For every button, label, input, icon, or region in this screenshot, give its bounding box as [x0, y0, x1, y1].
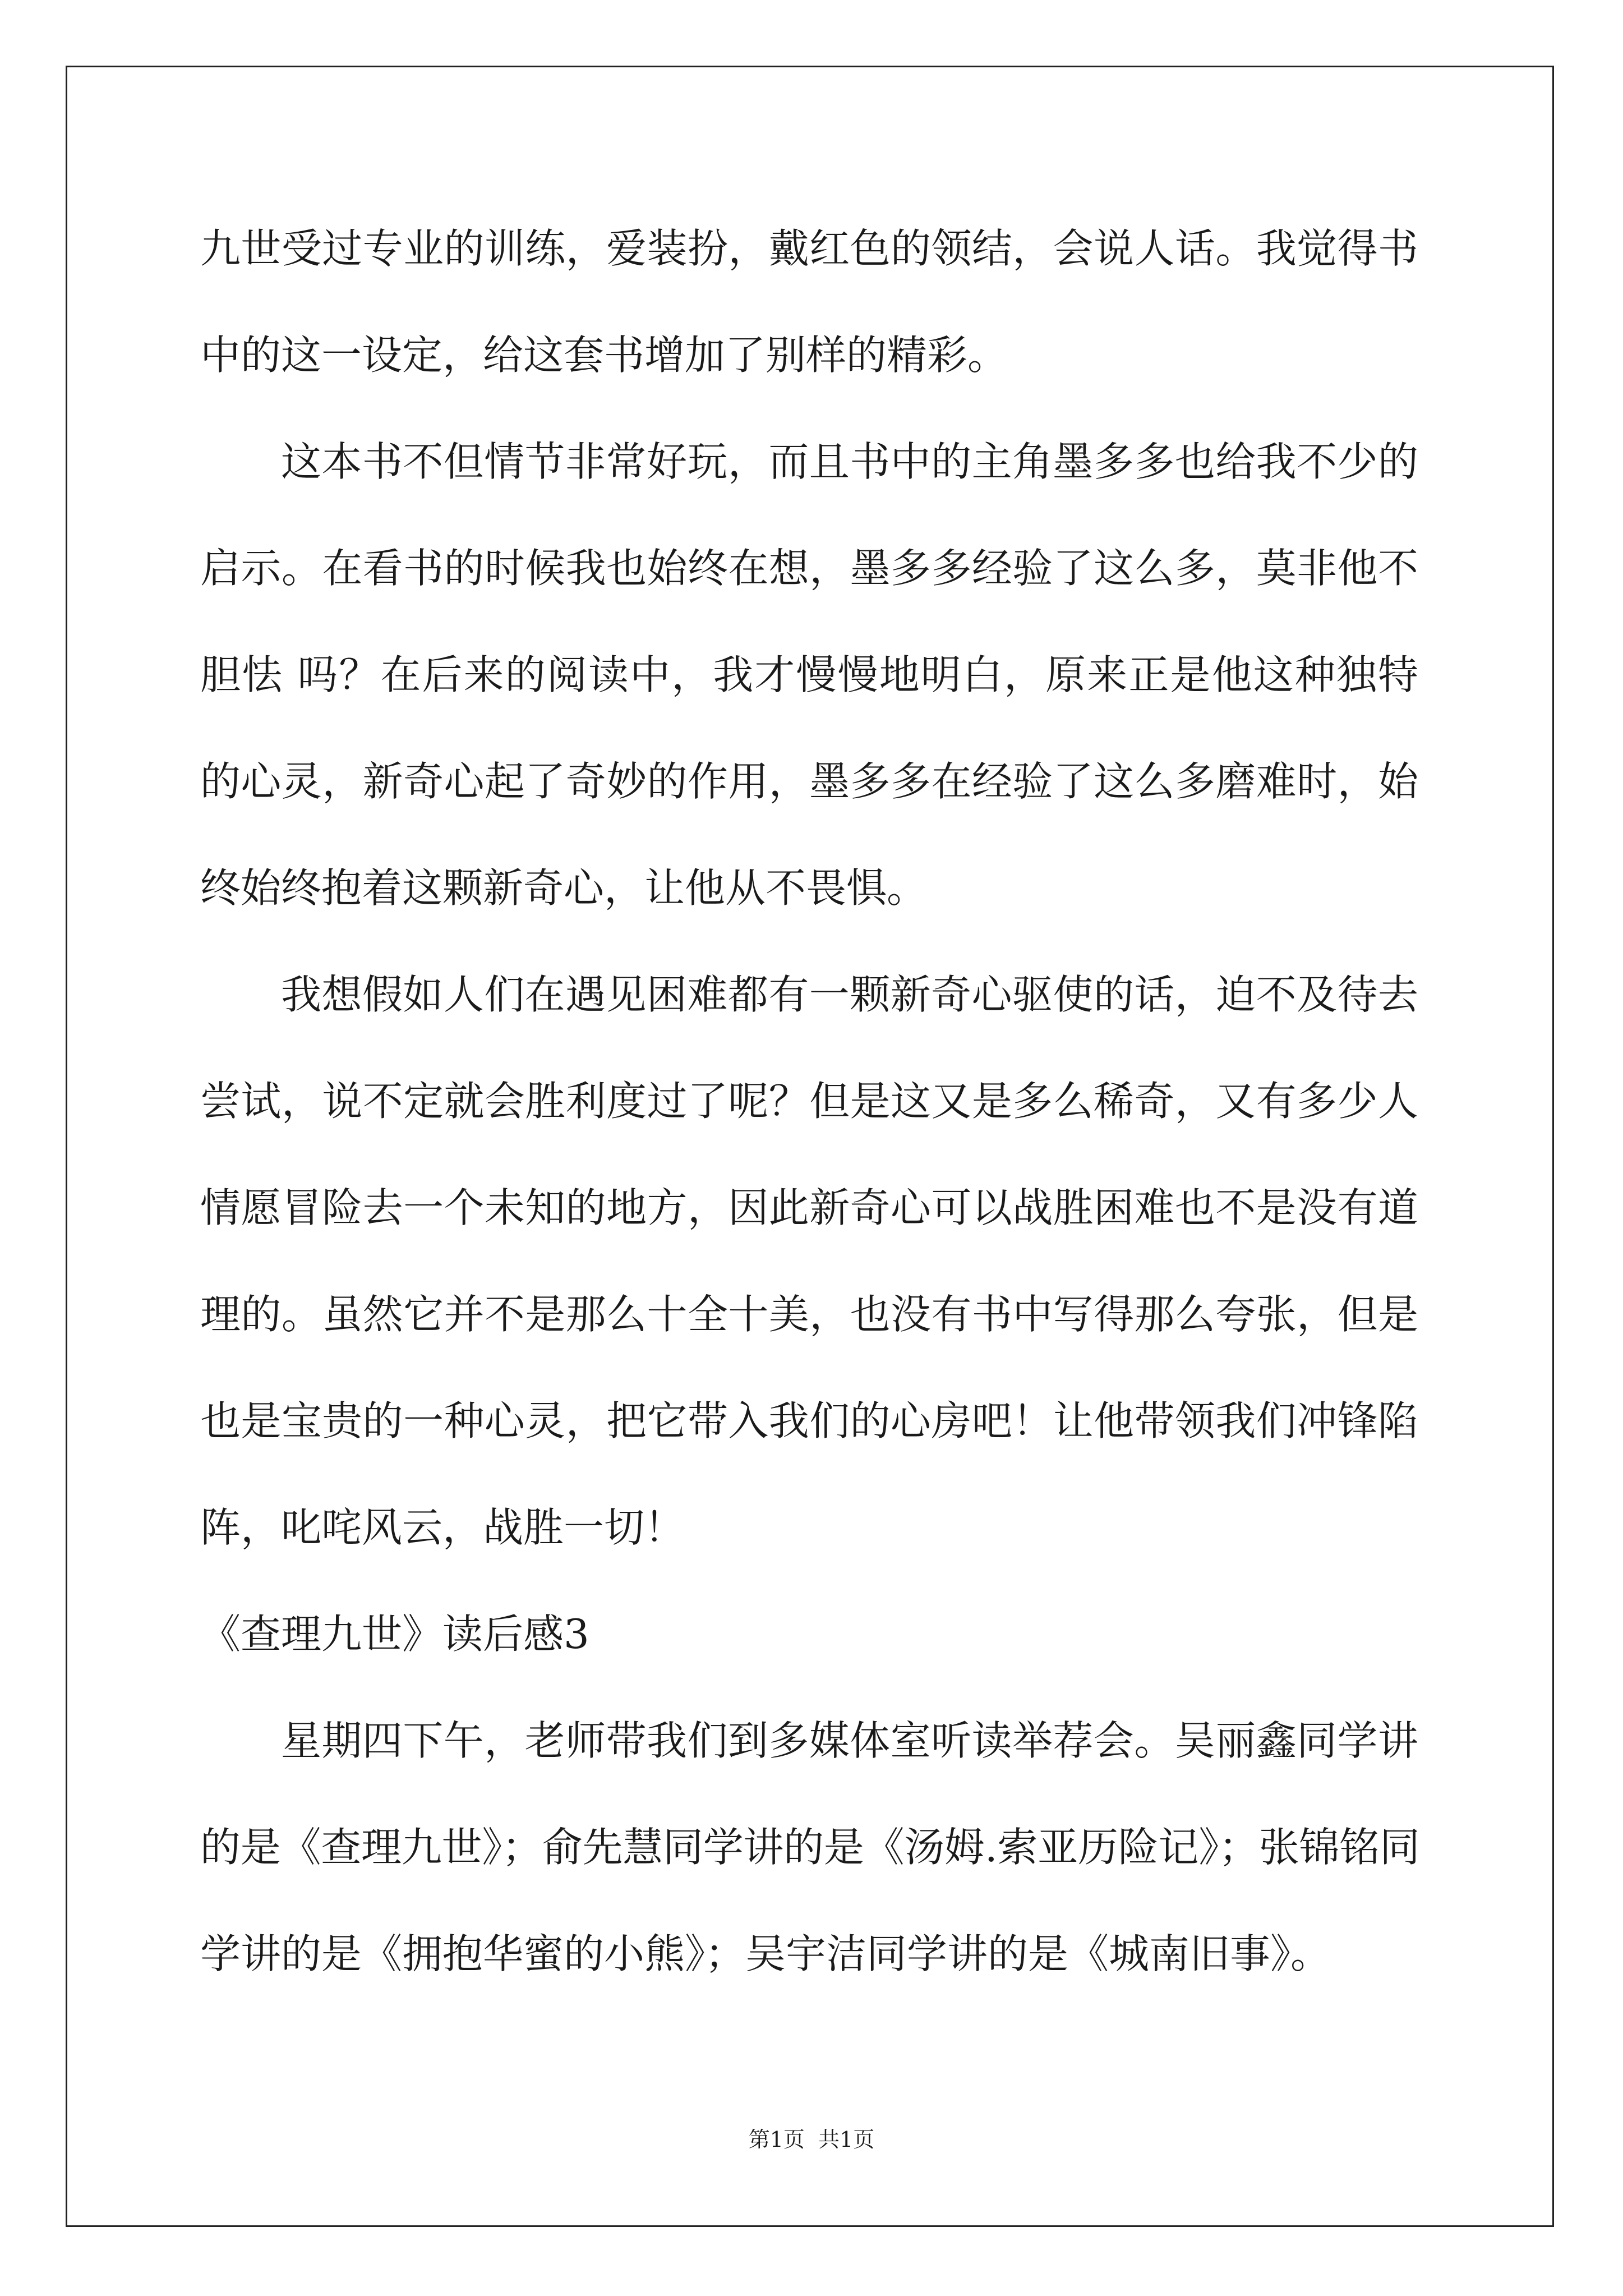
text-line: 我想假如人们在遇见困难都有一颗新奇心驱使的话，迫不及待去 [281, 971, 1418, 1018]
page-footer: 第1页 共1页 [748, 2127, 875, 2152]
paragraph-3 [200, 941, 1418, 1581]
text-line: 九世受过专业的训练，爱装扮，戴红色的领结，会说人话。我觉得书 [200, 225, 1418, 272]
text-line: 尝试，说不定就会胜利度过了呢？但是这又是多么稀奇，又有多少人 [200, 1078, 1418, 1125]
text-line: 也是宝贵的一种心灵，把它带入我们的心房吧！让他带领我们冲锋陷 [200, 1397, 1418, 1444]
text-line: 学讲的是《拥抱华蜜的小熊》；吴宇洁同学讲的是《城南旧事》。 [200, 1930, 1331, 1977]
text-line: 启示。在看书的时候我也始终在想，墨多多经验了这么多，莫非他不 [200, 545, 1418, 592]
text-line: 理的。虽然它并不是那么十全十美，也没有书中写得那么夸张，但是 [200, 1291, 1418, 1338]
text-line: 终始终抱着这颗新奇心，让他从不畏惧。 [200, 864, 928, 912]
text-line: 的心灵，新奇心起了奇妙的作用，墨多多在经验了这么多磨难时，始 [200, 758, 1418, 805]
text-line: 星期四下午，老师带我们到多媒体室听读举荐会。吴丽鑫同学讲 [281, 1717, 1418, 1764]
text-line: 的是《查理九世》；俞先慧同学讲的是《汤姆.索亚历险记》；张锦铭同 [200, 1824, 1418, 1871]
text-line: 阵，叱咤风云，战胜一切！ [200, 1504, 685, 1551]
paragraph-2 [200, 408, 1418, 941]
text-line: 这本书不但情节非常好玩，而且书中的主角墨多多也给我不少的 [281, 438, 1418, 485]
paragraph-4 [200, 1687, 1418, 2007]
text-line: 胆怯 吗？在后来的阅读中，我才慢慢地明白，原来正是他这种独特 [200, 651, 1418, 698]
paragraph-1 [200, 195, 1418, 408]
document-body [200, 195, 1418, 2007]
text-line: 情愿冒险去一个未知的地方，因此新奇心可以战胜困难也不是没有道 [200, 1184, 1418, 1231]
section-heading: 《查理九世》读后感3 [200, 1611, 589, 1658]
text-line: 中的这一设定，给这套书增加了别样的精彩。 [200, 332, 1008, 379]
